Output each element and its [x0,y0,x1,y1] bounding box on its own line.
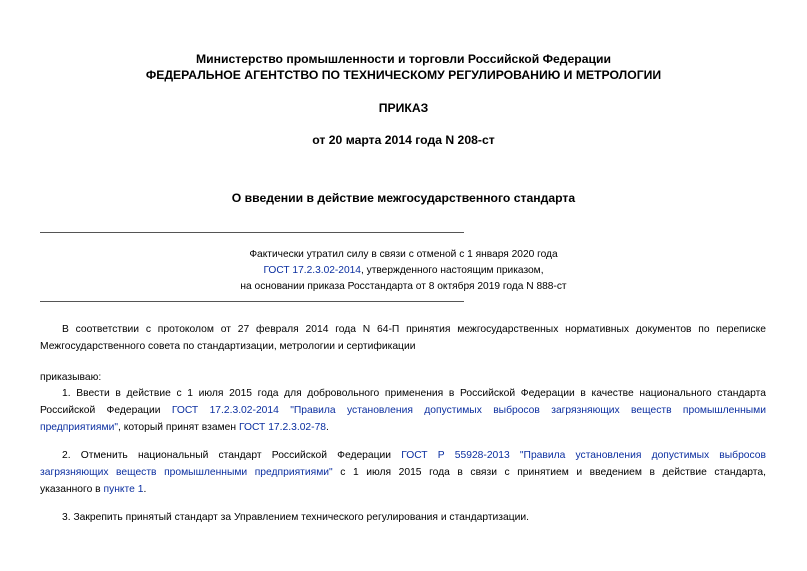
item-2-line-1-prefix: 2. Отменить национальный стандарт Российской Федерации [62,450,392,461]
gost-r-55928-2013-link[interactable]: ГОСТ Р 55928-2013 "Правила установления допустимых выбросов [401,450,766,461]
gost-r-55928-2013-link-end[interactable]: загрязняющих веществ промышленными предприятиями" [40,467,333,478]
status-note-line-1: Фактически утратил силу в связи с отменой с 1 января 2020 года [249,249,558,260]
item-1-line-3-end: . [326,422,329,433]
ministry-title: Министерство промышленности и торговли Российской Федерации [195,52,611,66]
item-1-line-2 [40,402,766,419]
item-2-line-2 [40,464,766,481]
order-word: приказываю: [40,372,102,383]
item-2-paragraph [40,447,766,498]
status-note-line-2-text: , утвержденного настоящим приказом, [360,265,544,276]
gost-17-2-3-02-2014-title-link[interactable]: ГОСТ 17.2.3.02-2014 "Правила установления допустимых выбросов загрязняющих веществ промышленными [171,405,766,416]
item-2-line-3-prefix: указанного в [40,484,104,495]
item-1-line-2-prefix: Российской Федерации [40,405,161,416]
preamble-paragraph [40,321,766,355]
item-2-line-3 [40,481,766,498]
preamble-line-2: Межгосударственного совета по стандартизации, метрологии и сертификации [40,341,416,352]
item-1-paragraph [40,385,766,436]
point-1-link[interactable]: пункте 1 [103,484,144,495]
item-2-line-2-rest: с 1 июля 2015 года в связи с принятием и введением в действие стандарта, [332,467,766,478]
item-2-line-1 [40,447,766,464]
item-1-line-3 [40,419,766,436]
item-3-line-1: 3. Закрепить принятый стандарт за Управлением технического регулирования и стандартизации. [62,512,530,523]
item-1-line-3-mid: , который принят взамен [117,422,239,433]
document-type: ПРИКАЗ [378,101,429,115]
agency-title: ФЕДЕРАЛЬНОЕ АГЕНТСТВО ПО ТЕХНИЧЕСКОМУ РЕГУЛИРОВАНИЮ И МЕТРОЛОГИИ [145,68,662,82]
status-note-line-2 [0,263,807,279]
item-3-paragraph [40,509,766,526]
document-date-number: от 20 марта 2014 года N 208-ст [312,133,495,147]
preamble-line-1: В соответствии с протоколом от 27 февраля 2014 года N 64-П принятия межгосударственных нормативных документов по переписке [62,324,766,335]
gost-17-2-3-02-2014-title-link-end[interactable]: предприятиями" [40,422,118,433]
gost-17-2-3-02-2014-link[interactable]: ГОСТ 17.2.3.02-2014 [263,265,361,276]
item-2-line-3-end: . [143,484,147,495]
item-1-line-1: 1. Ввести в действие с 1 июля 2015 года для добровольного применения в Российской Федерации в качестве национального стандарта [62,388,766,399]
divider-top [40,232,464,233]
status-note-line-3: на основании приказа Росстандарта от 8 октября 2019 года N 888-ст [240,281,567,292]
gost-17-2-3-02-78-link[interactable]: ГОСТ 17.2.3.02-78 [238,422,327,433]
document-subject: О введении в действие межгосударственного стандарта [231,191,576,205]
divider-bottom [40,301,464,302]
